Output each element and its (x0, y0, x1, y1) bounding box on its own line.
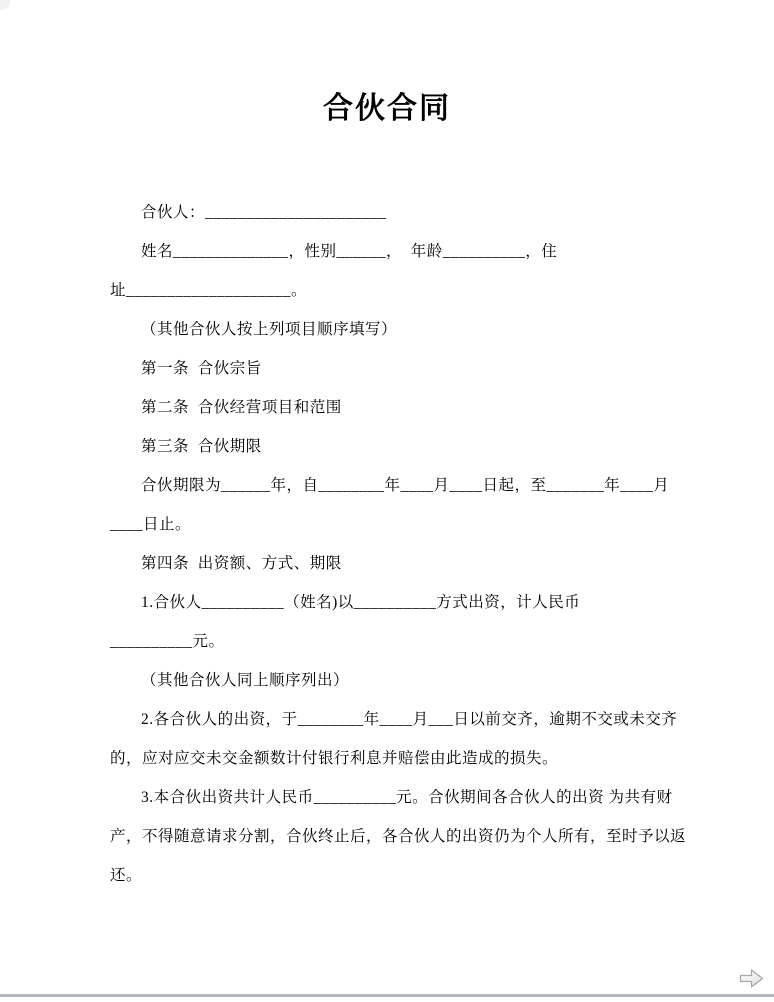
doc-line: 合伙期限为______年，自________年____月____日起，至_______年____月 (141, 477, 670, 494)
page-corner-mark (0, 0, 10, 10)
doc-line: 第四条 出资额、方式、期限 (141, 555, 342, 572)
doc-line: ____日止。 (110, 516, 192, 533)
doc-line: 3.本合伙出资共计人民币__________元。合伙期间各合伙人的出资 为共有财 (141, 789, 673, 806)
document-body (110, 193, 687, 895)
doc-line: 第三条 合伙期限 (141, 438, 262, 455)
arrow-right-icon (739, 967, 764, 990)
doc-line: 的，应对应交未交金额数计付银行利息并赔偿由此造成的损失。 (110, 750, 559, 767)
doc-line: 第二条 合伙经营项目和范围 (141, 399, 342, 416)
doc-line: 第一条 合伙宗旨 (141, 360, 262, 377)
doc-line: 址____________________。 (110, 282, 308, 299)
doc-line: 1.合伙人__________（姓名)以__________方式出资，计人民币 (141, 594, 581, 611)
doc-line: （其他合伙人同上顺序列出） (141, 672, 350, 689)
doc-line: 合伙人：______________________ (141, 204, 387, 221)
document-title: 合伙合同 (323, 91, 451, 126)
doc-line: （其他合伙人按上列项目顺序填写） (141, 321, 398, 338)
bottom-divider (0, 994, 774, 997)
doc-line: __________元。 (110, 633, 225, 650)
doc-line: 还。 (110, 867, 143, 884)
doc-line: 产，不得随意请求分割，合伙终止后，各合伙人的出资仍为个人所有，至时予以返 (110, 828, 687, 845)
doc-line: 姓名______________，性别______， 年龄__________，住 (141, 243, 558, 260)
next-page-arrow-icon[interactable] (739, 967, 764, 990)
doc-line: 2.各合伙人的出资，于________年____月___日以前交齐，逾期不交或未交齐 (141, 711, 678, 728)
